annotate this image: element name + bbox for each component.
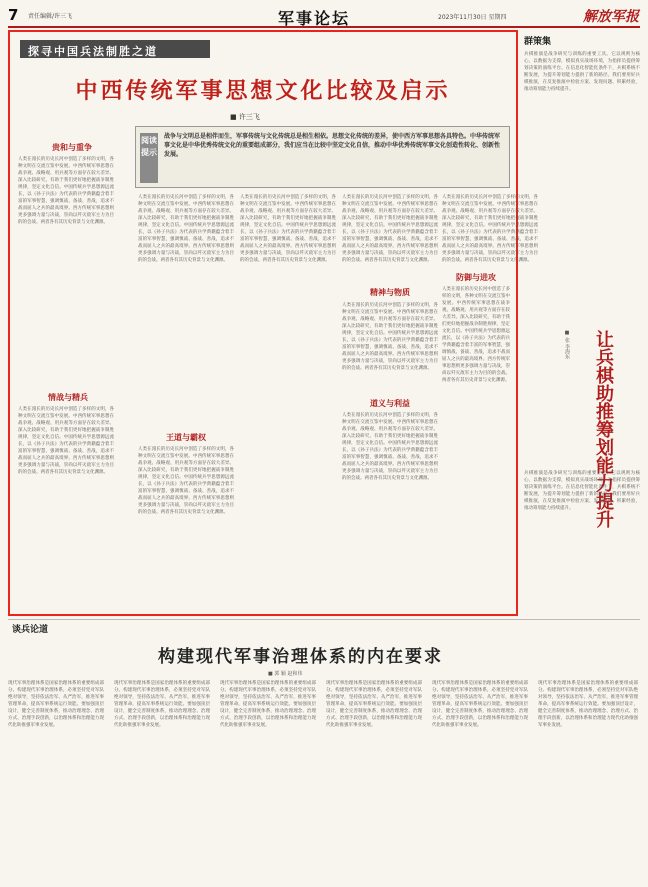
bottom-col-1: 现代军事治理体系是国家治理体系的重要组成部分。构建现代军事治理体系，必须坚持党对军队绝对领导，坚持依法治军、从严治军，推进军事管理革命，提高军事系统运行效能。要加强顶层设计，健全完善制度体系，推动治理理念、治理方式、治理手段创新，以治理体系和治理能力现代化助推强军事业发展。 (8, 681, 104, 728)
sub-head-5: 精神与物质 (370, 288, 410, 297)
bottom-byline: ■ 郭 颖 赵和伟 (268, 671, 303, 677)
masthead (8, 6, 640, 28)
editor-credit: 责任编辑/许三飞 (28, 13, 73, 20)
section-title: 军事论坛 (278, 9, 351, 28)
side-column (524, 30, 640, 616)
text-column-5: 人类在漫长的历史长河中创造了多样的文明，各种文明在交流互鉴中发展。中西传统军事思想在战争观、战略观、用兵观等方面存在较大差异。深入比较研究，有助于我们更好地把握战争制胜规律，坚定文化自信。中国传统兵学思想源远流长，以《孙子兵法》为代表的兵学典籍蕴含着丰富的军事智慧，强调慎战、备战、善战，追求不战而屈人之兵的最高境界。西方传统军事思想则更多强调力量与决战，崇尚以歼灭敌军主力为目的的会战。两者各有其历史背景与文化渊源。 (442, 195, 538, 263)
side-vertical-title[interactable]: 让兵棋助推筹划能力提升 (593, 330, 614, 528)
sub-head-3: 情战与精兵 (48, 393, 88, 402)
article-byline: ■ 许三飞 (230, 113, 260, 121)
column-tag: 探寻中国兵法制胜之道 (20, 40, 210, 58)
sub-head-1: 贵和与重争 (52, 143, 92, 152)
bottom-column-tag: 谈兵论道 (12, 625, 49, 635)
side-text-top: 兵棋推演是战争研究与训练的重要工具。它以规则为核心，以数据为支撑，模拟真实战场环境，为指挥员提供筹划决策的演练平台。在信息化智能化条件下，兵棋系统不断发展，为提升筹划能力提供了新的路径。我们要用好兵棋推演，在反复推演中检验方案、发现问题、积累经验，推动筹划能力持续提升。 (524, 52, 640, 92)
text-column-5b: 人类在漫长的历史长河中创造了多样的文明，各种文明在交流互鉴中发展。中西传统军事思想在战争观、战略观、用兵观等方面存在较大差异。深入比较研究，有助于我们更好地把握战争制胜规律，坚定文化自信。中国传统兵学思想源远流长，以《孙子兵法》为代表的兵学典籍蕴含着丰富的军事智慧，强调慎战、备战、善战，追求不战而屈人之兵的最高境界。西方传统军事思想则更多强调力量与决战，崇尚以歼灭敌军主力为目的的会战。两者各有其历史背景与文化渊源。 (442, 287, 510, 383)
text-column-4: 人类在漫长的历史长河中创造了多样的文明，各种文明在交流互鉴中发展。中西传统军事思想在战争观、战略观、用兵观等方面存在较大差异。深入比较研究，有助于我们更好地把握战争制胜规律，坚定文化自信。中国传统兵学思想源远流长，以《孙子兵法》为代表的兵学典籍蕴含着丰富的军事智慧，强调慎战、备战、善战，追求不战而屈人之兵的最高境界。西方传统军事思想则更多强调力量与决战，崇尚以歼灭敌军主力为目的的会战。两者各有其历史背景与文化渊源。 (342, 195, 438, 263)
reading-tips-box (135, 126, 510, 188)
reading-tips-text: 战争与文明总是相伴而生，军事传统与文化传统总是相生相依。思想文化传统的差异，使中西方军事思想各具特色。中华传统军事文化是中华优秀传统文化的重要组成部分，我们应当在比较中坚定文化自信，推动中华优秀传统军事文化创造性转化、创新性发展。 (164, 133, 501, 158)
text-column-2b: 人类在漫长的历史长河中创造了多样的文明，各种文明在交流互鉴中发展。中西传统军事思想在战争观、战略观、用兵观等方面存在较大差异。深入比较研究，有助于我们更好地把握战争制胜规律，坚定文化自信。中国传统兵学思想源远流长，以《孙子兵法》为代表的兵学典籍蕴含着丰富的军事智慧，强调慎战、备战、善战，追求不战而屈人之兵的最高境界。西方传统军事思想则更多强调力量与决战，崇尚以歼灭敌军主力为目的的会战。两者各有其历史背景与文化渊源。 (138, 447, 234, 515)
page-number: 7 (8, 6, 19, 24)
text-column-2: 人类在漫长的历史长河中创造了多样的文明，各种文明在交流互鉴中发展。中西传统军事思想在战争观、战略观、用兵观等方面存在较大差异。深入比较研究，有助于我们更好地把握战争制胜规律，坚定文化自信。中国传统兵学思想源远流长，以《孙子兵法》为代表的兵学典籍蕴含着丰富的军事智慧，强调慎战、备战、善战，追求不战而屈人之兵的最高境界。西方传统军事思想则更多强调力量与决战，崇尚以歼灭敌军主力为目的的会战。两者各有其历史背景与文化渊源。 (138, 195, 234, 263)
text-column-1b: 人类在漫长的历史长河中创造了多样的文明，各种文明在交流互鉴中发展。中西传统军事思想在战争观、战略观、用兵观等方面存在较大差异。深入比较研究，有助于我们更好地把握战争制胜规律，坚定文化自信。中国传统兵学思想源远流长，以《孙子兵法》为代表的兵学典籍蕴含着丰富的军事智慧，强调慎战、备战、善战，追求不战而屈人之兵的最高境界。西方传统军事思想则更多强调力量与决战，崇尚以歼灭敌军主力为目的的会战。两者各有其历史背景与文化渊源。 (18, 407, 114, 475)
text-column-4b: 人类在漫长的历史长河中创造了多样的文明，各种文明在交流互鉴中发展。中西传统军事思想在战争观、战略观、用兵观等方面存在较大差异。深入比较研究，有助于我们更好地把握战争制胜规律，坚定文化自信。中国传统兵学思想源远流长，以《孙子兵法》为代表的兵学典籍蕴含着丰富的军事智慧，强调慎战、备战、善战，追求不战而屈人之兵的最高境界。西方传统军事思想则更多强调力量与决战，崇尚以歼灭敌军主力为目的的会战。两者各有其历史背景与文化渊源。 (342, 303, 438, 371)
side-author: ■ 张 李海东 (564, 330, 570, 360)
paper-logo: 解放军报 (583, 9, 639, 25)
side-text-bottom: 兵棋推演是战争研究与训练的重要工具。它以规则为核心，以数据为支撑，模拟真实战场环境，为指挥员提供筹划决策的演练平台。在信息化智能化条件下，兵棋系统不断发展，为提升筹划能力提供了新的路径。我们要用好兵棋推演，在反复推演中检验方案、发现问题、积累经验，推动筹划能力持续提升。 (524, 471, 640, 511)
sub-head-2: 王道与霸权 (166, 433, 206, 442)
article-headline[interactable]: 中西传统军事思想文化比较及启示 (75, 79, 451, 104)
divider (8, 619, 640, 620)
bottom-col-5: 现代军事治理体系是国家治理体系的重要组成部分。构建现代军事治理体系，必须坚持党对军队绝对领导，坚持依法治军、从严治军，推进军事管理革命，提高军事系统运行效能。要加强顶层设计，健全完善制度体系，推动治理理念、治理方式、治理手段创新，以治理体系和治理能力现代化助推强军事业发展。 (432, 681, 528, 728)
bottom-article[interactable] (8, 622, 640, 882)
bottom-col-6: 现代军事治理体系是国家治理体系的重要组成部分。构建现代军事治理体系，必须坚持党对军队绝对领导，坚持依法治军、从严治军，推进军事管理革命，提高军事系统运行效能。要加强顶层设计，健全完善制度体系，推动治理理念、治理方式、治理手段创新，以治理体系和治理能力现代化助推强军事业发展。 (538, 681, 638, 728)
reading-tips-label: 阅读提示 (140, 133, 158, 183)
bottom-col-2: 现代军事治理体系是国家治理体系的重要组成部分。构建现代军事治理体系，必须坚持党对军队绝对领导，坚持依法治军、从严治军，推进军事管理革命，提高军事系统运行效能。要加强顶层设计，健全完善制度体系，推动治理理念、治理方式、治理手段创新，以治理体系和治理能力现代化助推强军事业发展。 (114, 681, 210, 728)
bottom-col-4: 现代军事治理体系是国家治理体系的重要组成部分。构建现代军事治理体系，必须坚持党对军队绝对领导，坚持依法治军、从严治军，推进军事管理革命，提高军事系统运行效能。要加强顶层设计，健全完善制度体系，推动治理理念、治理方式、治理手段创新，以治理体系和治理能力现代化助推强军事业发展。 (326, 681, 422, 728)
text-column-1: 人类在漫长的历史长河中创造了多样的文明，各种文明在交流互鉴中发展。中西传统军事思想在战争观、战略观、用兵观等方面存在较大差异。深入比较研究，有助于我们更好地把握战争制胜规律，坚定文化自信。中国传统兵学思想源远流长，以《孙子兵法》为代表的兵学典籍蕴含着丰富的军事智慧，强调慎战、备战、善战，追求不战而屈人之兵的最高境界。西方传统军事思想则更多强调力量与决战，崇尚以歼灭敌军主力为目的的会战。两者各有其历史背景与文化渊源。 (18, 157, 114, 225)
side-column-label: 群策集 (524, 37, 552, 47)
bottom-col-3: 现代军事治理体系是国家治理体系的重要组成部分。构建现代军事治理体系，必须坚持党对军队绝对领导，坚持依法治军、从严治军，推进军事管理革命，提高军事系统运行效能。要加强顶层设计，健全完善制度体系，推动治理理念、治理方式、治理手段创新，以治理体系和治理能力现代化助推强军事业发展。 (220, 681, 316, 728)
bottom-headline[interactable]: 构建现代军事治理体系的内在要求 (158, 647, 443, 667)
sub-head-6: 防御与进攻 (456, 273, 496, 282)
text-column-4c: 人类在漫长的历史长河中创造了多样的文明，各种文明在交流互鉴中发展。中西传统军事思想在战争观、战略观、用兵观等方面存在较大差异。深入比较研究，有助于我们更好地把握战争制胜规律，坚定文化自信。中国传统兵学思想源远流长，以《孙子兵法》为代表的兵学典籍蕴含着丰富的军事智慧，强调慎战、备战、善战，追求不战而屈人之兵的最高境界。西方传统军事思想则更多强调力量与决战，崇尚以歼灭敌军主力为目的的会战。两者各有其历史背景与文化渊源。 (342, 413, 438, 481)
sub-head-4: 道义与利益 (370, 399, 410, 408)
text-column-3: 人类在漫长的历史长河中创造了多样的文明，各种文明在交流互鉴中发展。中西传统军事思想在战争观、战略观、用兵观等方面存在较大差异。深入比较研究，有助于我们更好地把握战争制胜规律，坚定文化自信。中国传统兵学思想源远流长，以《孙子兵法》为代表的兵学典籍蕴含着丰富的军事智慧，强调慎战、备战、善战，追求不战而屈人之兵的最高境界。西方传统军事思想则更多强调力量与决战，崇尚以歼灭敌军主力为目的的会战。两者各有其历史背景与文化渊源。 (240, 195, 336, 263)
issue-date: 2023年11月30日 星期四 (438, 14, 507, 21)
